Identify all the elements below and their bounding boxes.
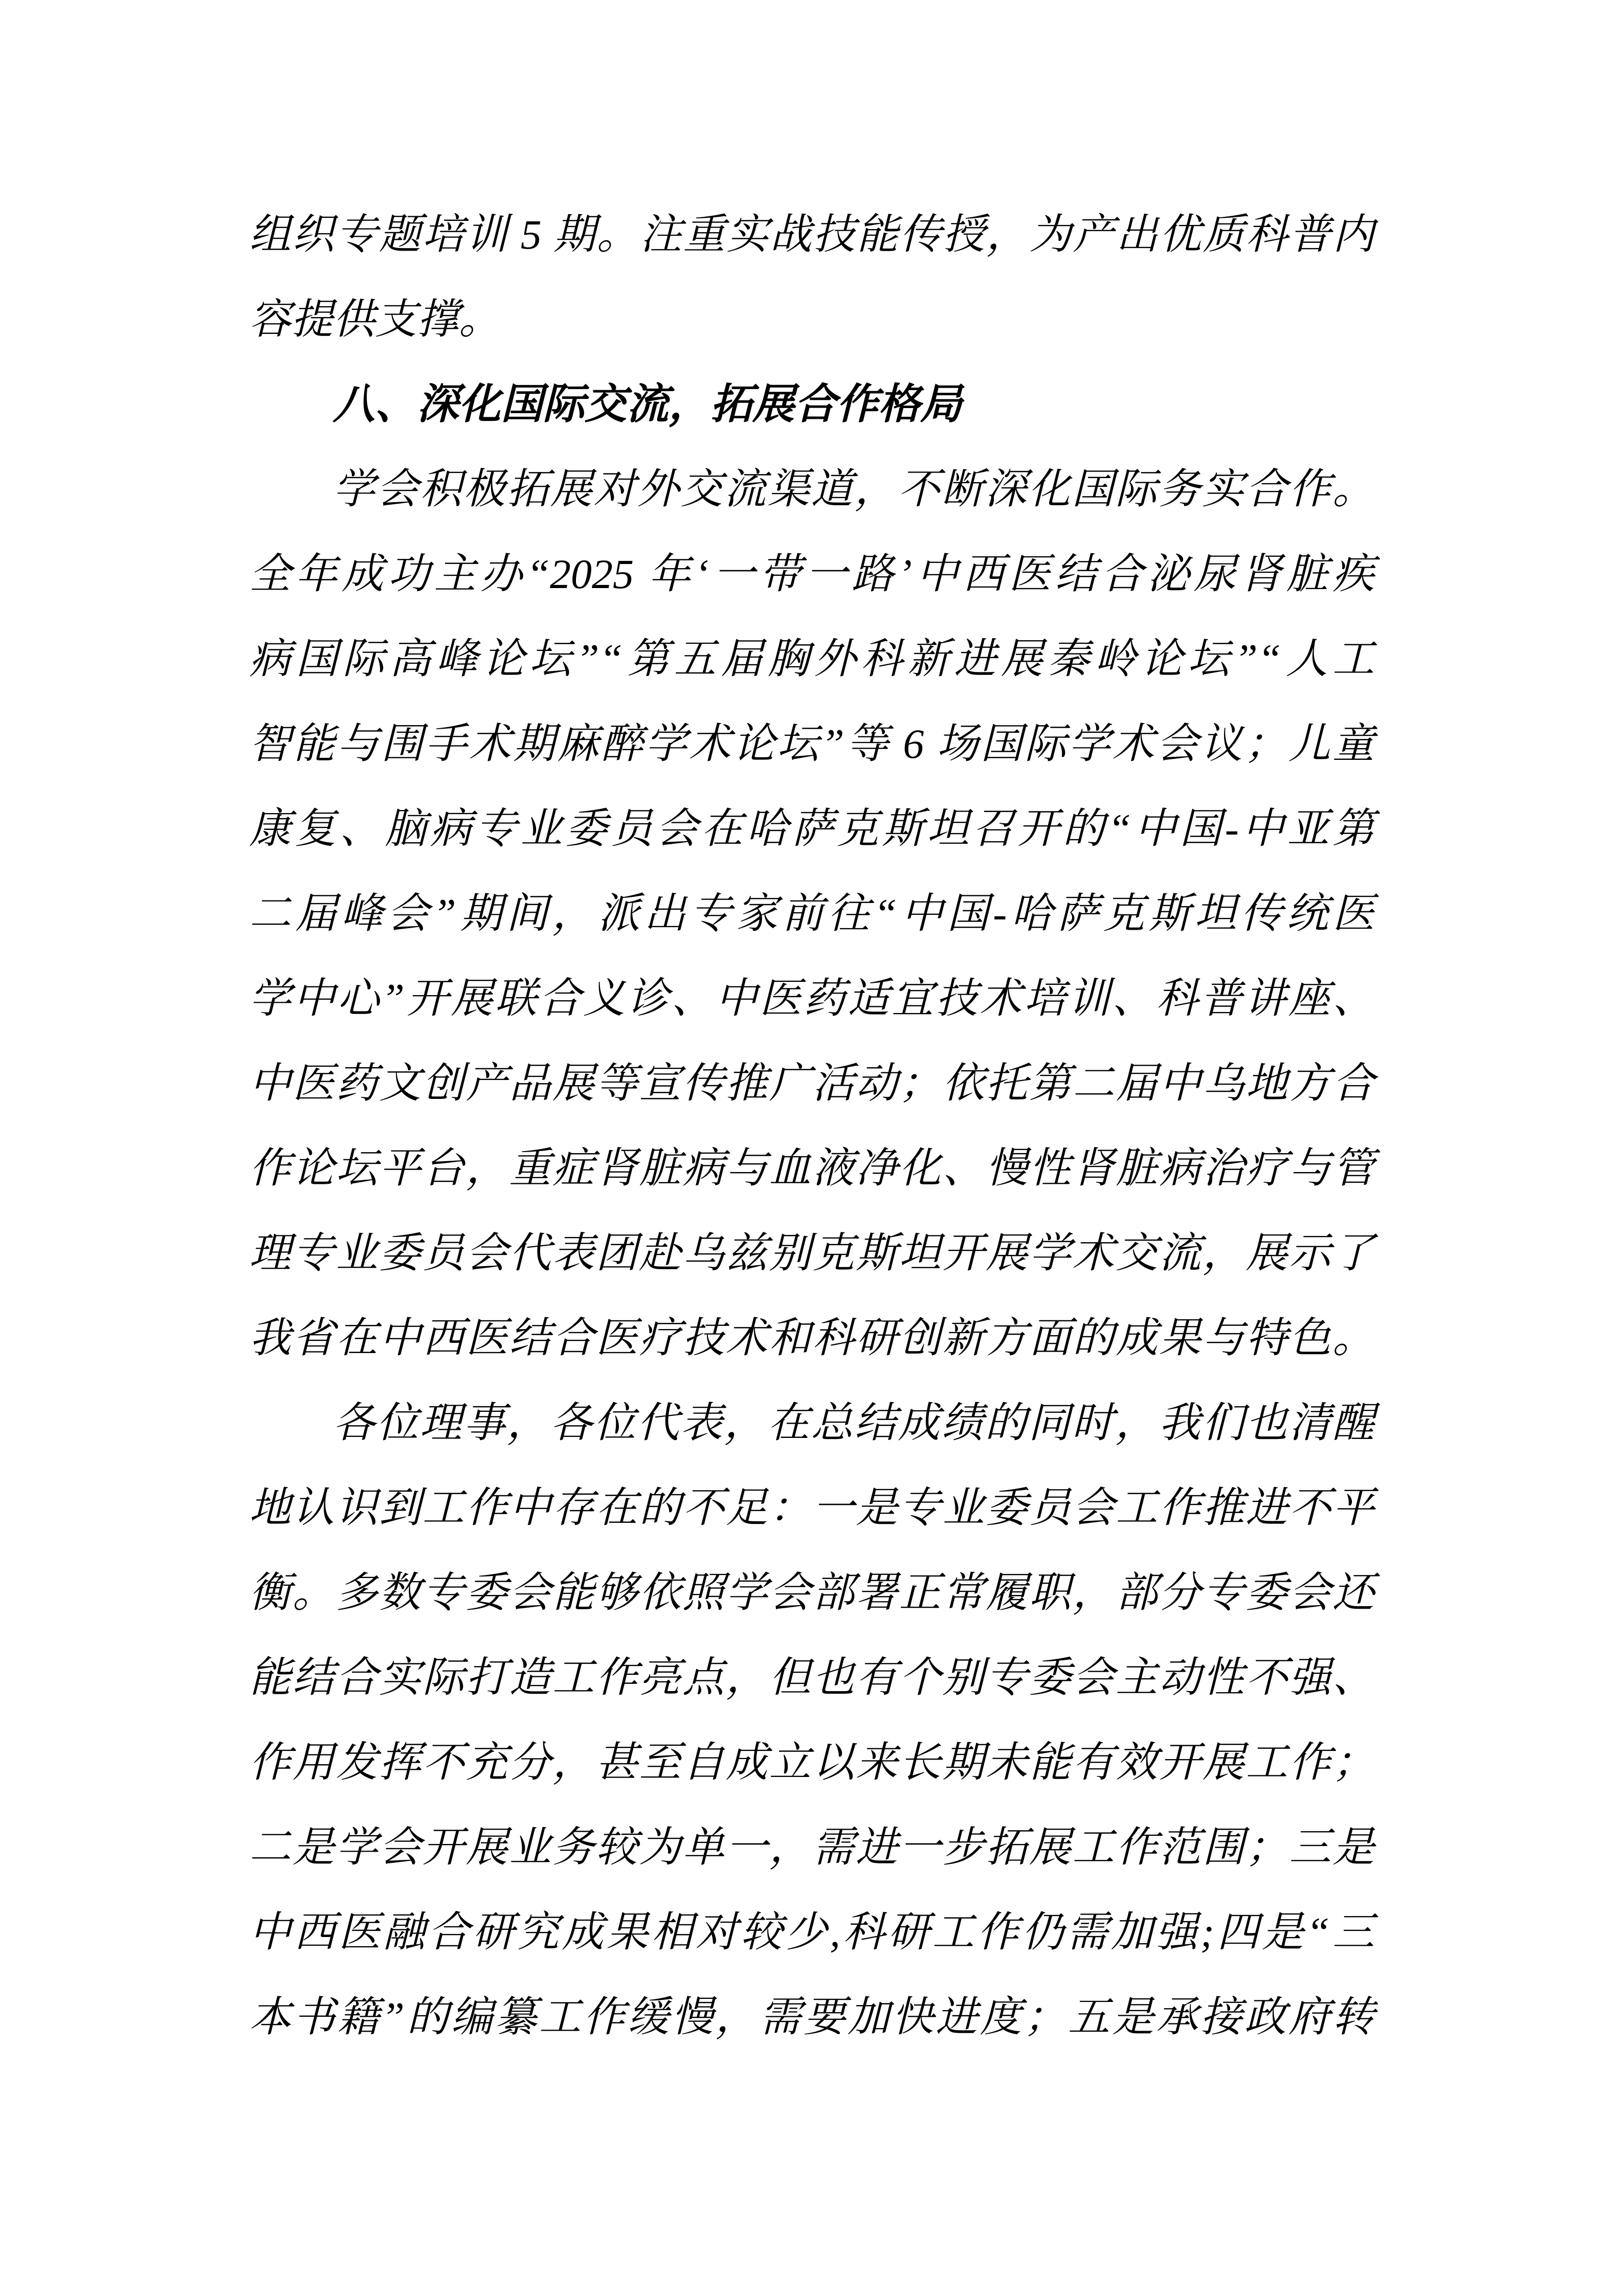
text-line: 病国际高峰论坛”“第五届胸外科新进展秦岭论坛”“人工 xyxy=(249,636,1374,682)
text-line: 理专业委员会代表团赴乌兹别克斯坦开展学术交流，展示了 xyxy=(249,1230,1374,1276)
section-heading: 八、深化国际交流，拓展合作格局 xyxy=(333,381,962,427)
text-line: 智能与围手术期麻醉学术论坛”等 6 场国际学术会议；儿童 xyxy=(249,721,1374,767)
text-line: 组织专题培训 5 期。注重实战技能传授，为产出优质科普内 xyxy=(249,211,1374,258)
text-line: 能结合实际打造工作亮点，但也有个别专委会主动性不强、 xyxy=(249,1654,1374,1701)
text-line: 学会积极拓展对外交流渠道，不断深化国际务实合作。 xyxy=(333,466,1374,512)
text-line: 二届峰会”期间，派出专家前往“中国-哈萨克斯坦传统医 xyxy=(249,890,1374,937)
document-body xyxy=(249,192,1374,2060)
text-line: 中医药文创产品展等宣传推广活动；依托第二届中乌地方合 xyxy=(249,1060,1374,1107)
text-line: 作用发挥不充分，甚至自成立以来长期未能有效开展工作； xyxy=(249,1739,1374,1786)
text-line: 各位理事，各位代表，在总结成绩的同时，我们也清醒 xyxy=(333,1400,1374,1446)
text-line: 地认识到工作中存在的不足：一是专业委员会工作推进不平 xyxy=(249,1484,1374,1531)
text-line: 全年成功主办“2025 年‘一带一路’中西医结合泌尿肾脏疾 xyxy=(249,551,1374,597)
text-line: 本书籍”的编纂工作缓慢，需要加快进度；五是承接政府转 xyxy=(249,1994,1374,2040)
text-line: 容提供支撑。 xyxy=(249,296,501,343)
text-line: 康复、脑病专业委员会在哈萨克斯坦召开的“中国-中亚第 xyxy=(249,805,1374,852)
text-line: 中西医融合研究成果相对较少,科研工作仍需加强;四是“三 xyxy=(249,1909,1374,1955)
text-line: 我省在中西医结合医疗技术和科研创新方面的成果与特色。 xyxy=(249,1315,1374,1361)
text-line: 学中心”开展联合义诊、中医药适宜技术培训、科普讲座、 xyxy=(249,975,1374,1022)
text-line: 二是学会开展业务较为单一，需进一步拓展工作范围；三是 xyxy=(249,1824,1374,1871)
text-line: 衡。多数专委会能够依照学会部署正常履职，部分专委会还 xyxy=(249,1569,1374,1616)
text-line: 作论坛平台，重症肾脏病与血液净化、慢性肾脏病治疗与管 xyxy=(249,1145,1374,1191)
